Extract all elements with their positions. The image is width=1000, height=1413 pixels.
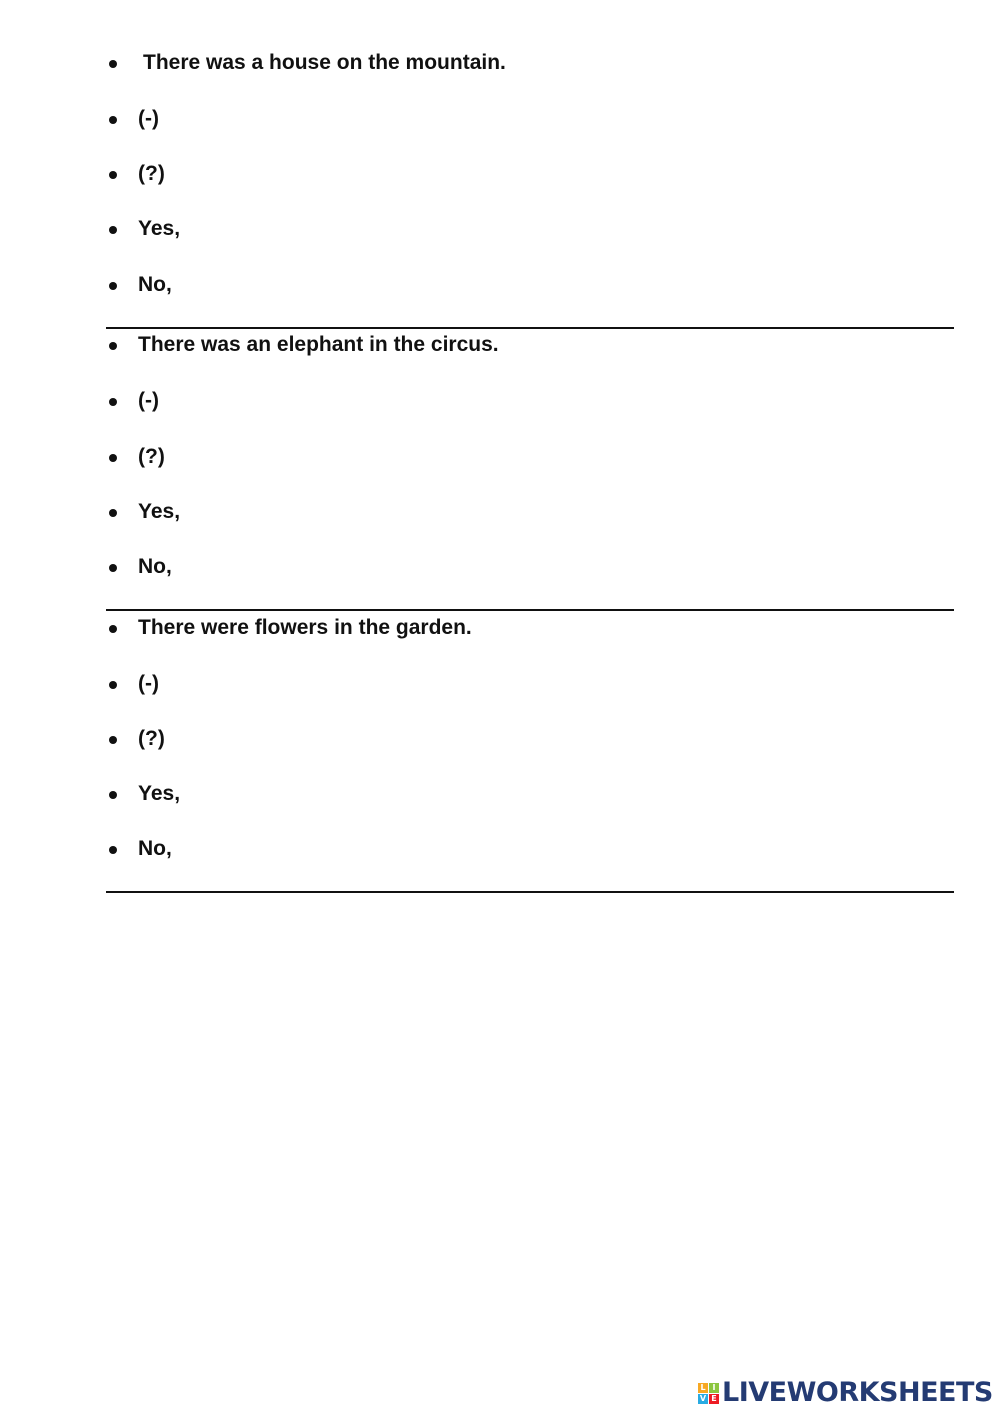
bullet — [109, 454, 117, 462]
divider — [106, 609, 954, 611]
negative-1: (-) — [138, 107, 159, 130]
no-answer-2: No, — [138, 555, 172, 578]
question-1: (?) — [138, 162, 165, 185]
logo-letter: I — [709, 1383, 719, 1393]
sentence-1: There was a house on the mountain. — [143, 51, 506, 74]
bullet — [109, 116, 117, 124]
logo-letter: V — [699, 1393, 707, 1403]
bullet — [109, 60, 117, 68]
bullet — [109, 846, 117, 854]
no-answer-1: No, — [138, 273, 172, 296]
bullet — [109, 342, 117, 350]
question-2: (?) — [138, 445, 165, 468]
liveworksheets-brand — [698, 1378, 993, 1408]
bullet — [109, 681, 117, 689]
divider — [106, 891, 954, 893]
bullet — [109, 509, 117, 517]
yes-answer-3: Yes, — [138, 782, 181, 805]
liveworksheets-logo-icon — [698, 1383, 719, 1404]
sentence-2: There was an elephant in the circus. — [138, 333, 499, 356]
negative-2: (-) — [138, 389, 159, 412]
bullet — [109, 791, 117, 799]
question-3: (?) — [138, 727, 165, 750]
divider — [106, 327, 954, 329]
bullet — [109, 625, 117, 633]
logo-letter: L — [698, 1383, 708, 1393]
negative-3: (-) — [138, 672, 159, 695]
bullet — [109, 398, 117, 406]
bullet — [109, 171, 117, 179]
logo-letter: E — [709, 1394, 719, 1404]
bullet — [109, 564, 117, 572]
no-answer-3: No, — [138, 837, 172, 860]
bullet — [109, 226, 117, 234]
yes-answer-1: Yes, — [138, 217, 181, 240]
sentence-3: There were flowers in the garden. — [138, 616, 472, 639]
bullet — [109, 282, 117, 290]
brand-name: LIVEWORKSHEETS — [722, 1377, 993, 1408]
yes-answer-2: Yes, — [138, 500, 181, 523]
bullet — [109, 736, 117, 744]
